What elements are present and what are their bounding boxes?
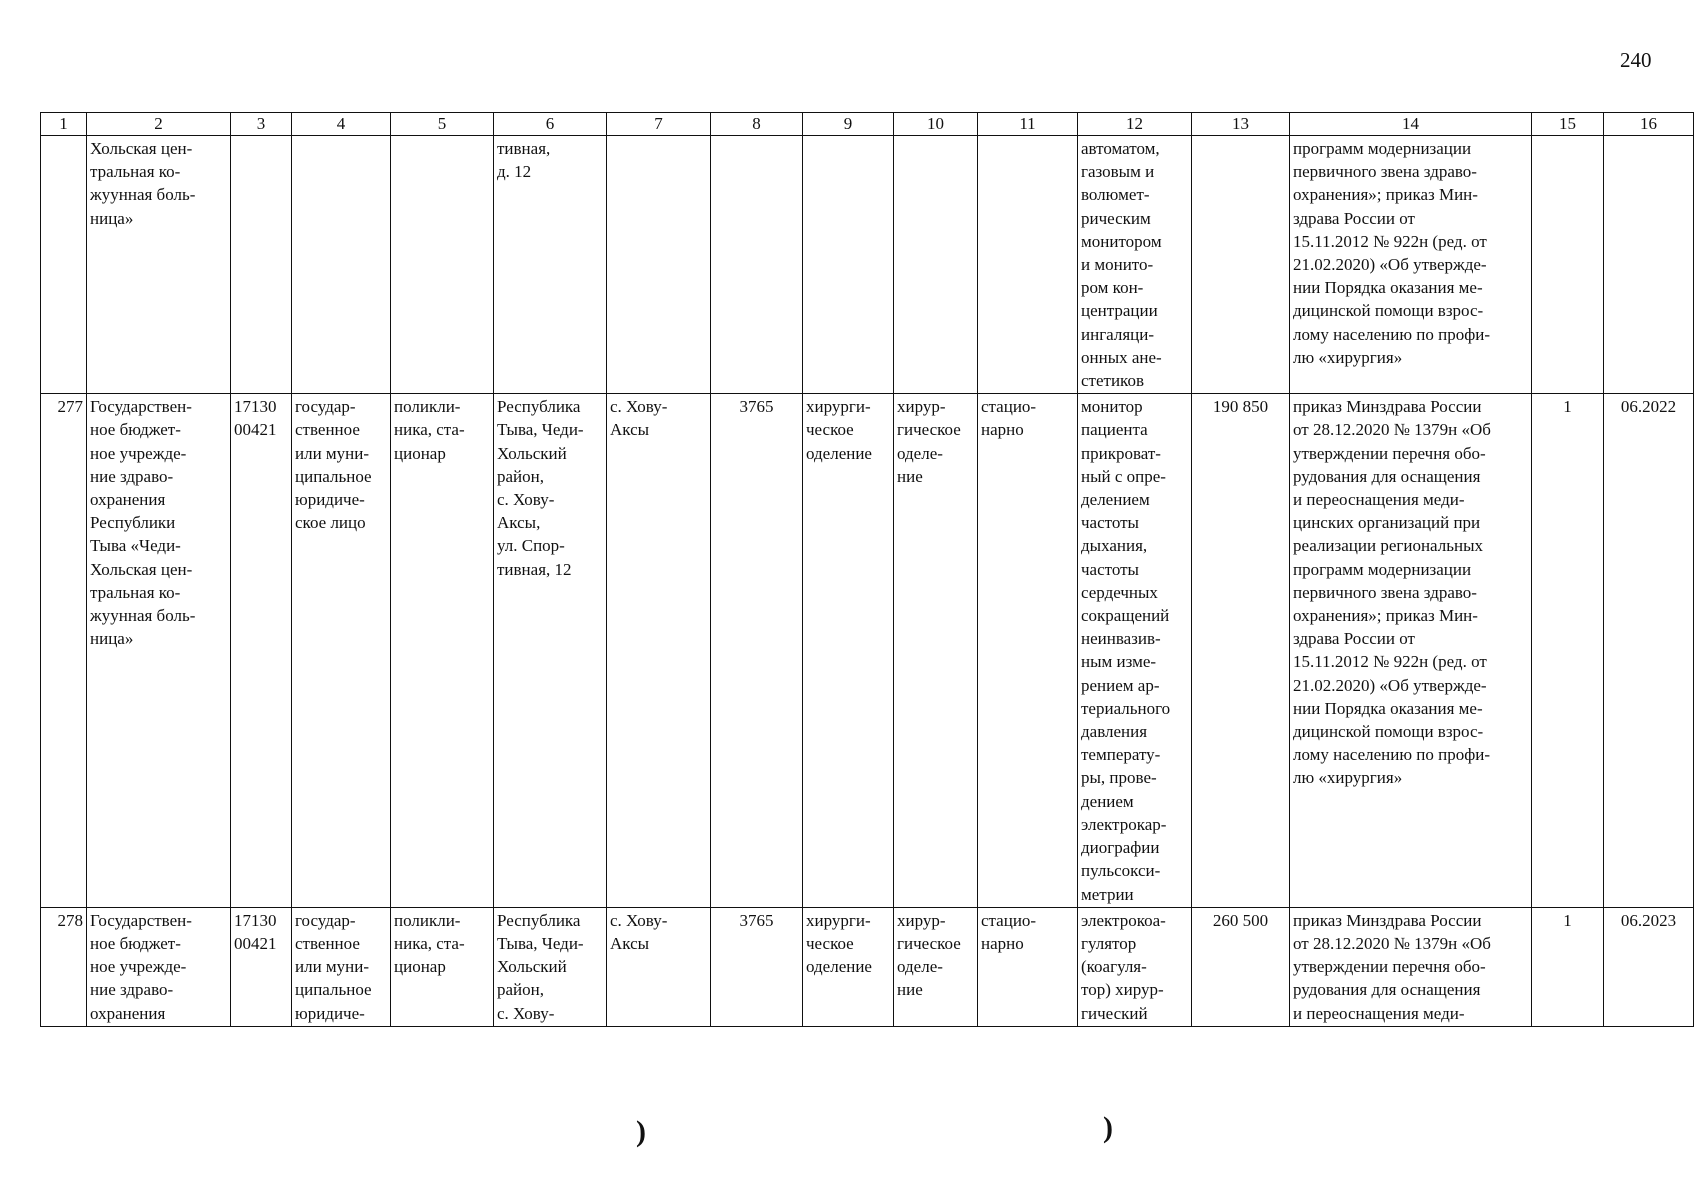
cell-equipment: монитор пациента прикроват- ный с опре- делением частоты дыхания, частоты сердечных сокращений неинвазив- ным изме- рением ар- териального давления температу- ры, прове- дением электрокар- диографии пульсокси- метрии	[1078, 394, 1192, 907]
cell-department: хирурги- ческое оделение	[803, 907, 894, 1026]
cell-organization: Государствен- ное бюджет- ное учрежде- ние здраво- охранения	[87, 907, 231, 1026]
cell-department: хирурги- ческое оделение	[803, 394, 894, 907]
cell-code: 17130 00421	[231, 394, 292, 907]
cell-locality	[607, 136, 711, 394]
cell-price: 190 850	[1192, 394, 1290, 907]
column-header: 16	[1604, 113, 1694, 136]
column-header: 14	[1290, 113, 1532, 136]
cell-quantity: 1	[1532, 394, 1604, 907]
footer-mark: )	[636, 1115, 646, 1148]
cell-legal-basis: приказ Минздрава России от 28.12.2020 № 1379н «Об утверждении перечня обо- рудования для оснащения и переоснащения меди-	[1290, 907, 1532, 1026]
cell-address: тивная, д. 12	[494, 136, 607, 394]
column-header: 10	[894, 113, 978, 136]
table-row	[41, 394, 1694, 907]
column-header: 7	[607, 113, 711, 136]
column-header: 12	[1078, 113, 1192, 136]
cell-population	[711, 136, 803, 394]
cell-population: 3765	[711, 394, 803, 907]
cell-facility-type: поликли- ника, ста- ционар	[391, 907, 494, 1026]
equipment-table	[40, 112, 1694, 1027]
cell-date	[1604, 136, 1694, 394]
column-header: 5	[391, 113, 494, 136]
cell-profile	[894, 136, 978, 394]
cell-price	[1192, 136, 1290, 394]
cell-legal-form: государ- ственное или муни- ципальное юридиче- ское лицо	[292, 394, 391, 907]
footer-mark: )	[1103, 1111, 1113, 1144]
table-row	[41, 136, 1694, 394]
cell-locality: с. Хову- Аксы	[607, 907, 711, 1026]
cell-care-conditions: стацио- нарно	[978, 907, 1078, 1026]
cell-care-conditions: стацио- нарно	[978, 394, 1078, 907]
cell-code	[231, 136, 292, 394]
cell-date: 06.2023	[1604, 907, 1694, 1026]
cell-quantity: 1	[1532, 907, 1604, 1026]
cell-facility-type: поликли- ника, ста- ционар	[391, 394, 494, 907]
page-number: 240	[1620, 48, 1652, 72]
cell-legal-form	[292, 136, 391, 394]
column-header: 2	[87, 113, 231, 136]
column-header: 4	[292, 113, 391, 136]
cell-profile: хирур- гическое оделе- ние	[894, 394, 978, 907]
cell-equipment: электрокоа- гулятор (коагуля- тор) хирур- гический	[1078, 907, 1192, 1026]
cell-locality: с. Хову- Аксы	[607, 394, 711, 907]
cell-date: 06.2022	[1604, 394, 1694, 907]
cell-organization: Государствен- ное бюджет- ное учрежде- ние здраво- охранения Республики Тыва «Чеди- Хольская цен- тральная ко- жуунная боль- ница»	[87, 394, 231, 907]
table-row	[41, 907, 1694, 1026]
cell-number: 277	[41, 394, 87, 907]
cell-facility-type	[391, 136, 494, 394]
cell-profile: хирур- гическое оделе- ние	[894, 907, 978, 1026]
cell-legal-basis: программ модернизации первичного звена здраво- охранения»; приказ Мин- здрава России от 15.11.2012 № 922н (ред. от 21.02.2020) «Об утвержде- нии Порядка оказания ме- дицинской помощи взрос- лому населению по профи- лю «хирургия»	[1290, 136, 1532, 394]
column-header: 15	[1532, 113, 1604, 136]
cell-address: Республика Тыва, Чеди- Хольский район, с. Хову- Аксы, ул. Спор- тивная, 12	[494, 394, 607, 907]
cell-legal-basis: приказ Минздрава России от 28.12.2020 № 1379н «Об утверждении перечня обо- рудования для оснащения и переоснащения меди- цинских организаций при реализации региональных программ модернизации первичного звена здраво- охранения»; приказ Мин- здрава России от 15.11.2012 № 922н (ред. от 21.02.2020) «Об утвержде- нии Порядка оказания ме- дицинской помощи взрос- лому населению по профи- лю «хирургия»	[1290, 394, 1532, 907]
column-header: 9	[803, 113, 894, 136]
column-header: 8	[711, 113, 803, 136]
cell-care-conditions	[978, 136, 1078, 394]
cell-department	[803, 136, 894, 394]
cell-legal-form: государ- ственное или муни- ципальное юридиче-	[292, 907, 391, 1026]
column-header: 6	[494, 113, 607, 136]
column-header: 13	[1192, 113, 1290, 136]
column-header: 1	[41, 113, 87, 136]
column-header: 11	[978, 113, 1078, 136]
cell-code: 17130 00421	[231, 907, 292, 1026]
cell-number: 278	[41, 907, 87, 1026]
cell-population: 3765	[711, 907, 803, 1026]
cell-number	[41, 136, 87, 394]
cell-address: Республика Тыва, Чеди- Хольский район, с. Хову-	[494, 907, 607, 1026]
cell-price: 260 500	[1192, 907, 1290, 1026]
cell-equipment: автоматом, газовым и волюмет- рическим монитором и монито- ром кон- центрации ингаляци- онных ане- стетиков	[1078, 136, 1192, 394]
column-header: 3	[231, 113, 292, 136]
cell-quantity	[1532, 136, 1604, 394]
header-row	[41, 113, 1694, 136]
cell-organization: Хольская цен- тральная ко- жуунная боль- ница»	[87, 136, 231, 394]
